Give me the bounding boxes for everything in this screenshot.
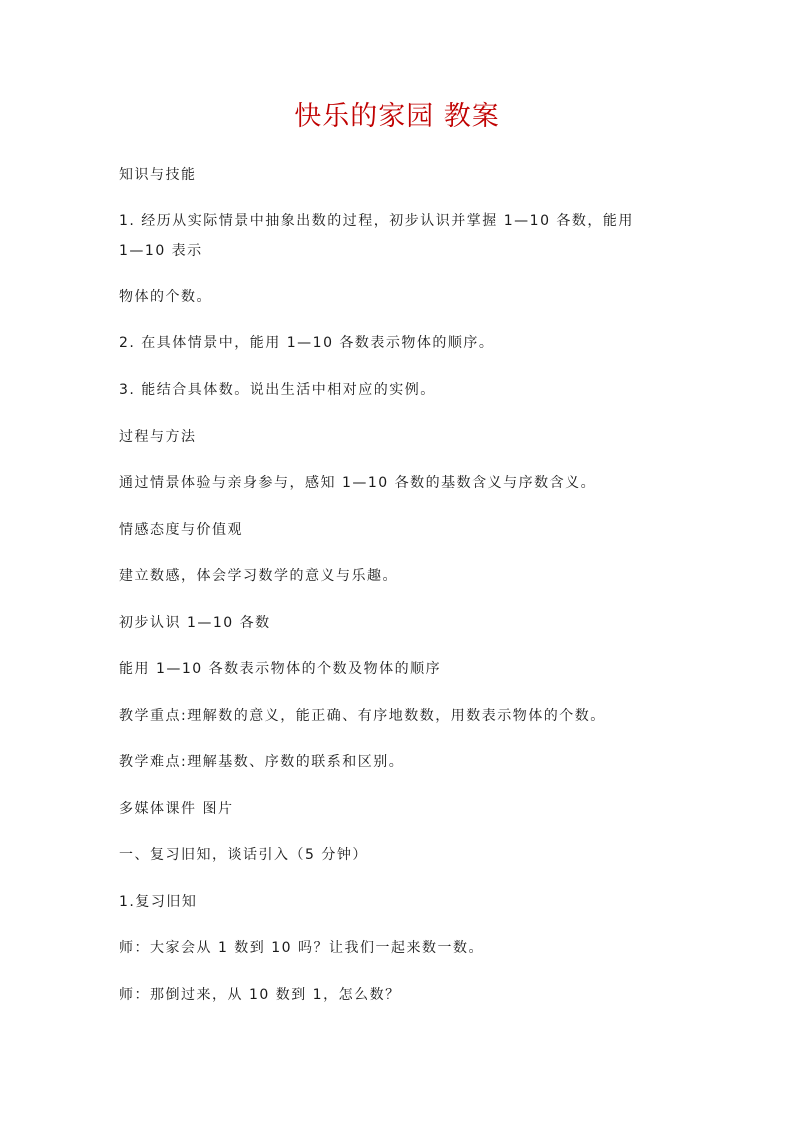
paragraph-line: 2. 在具体情景中，能用 1—10 各数表示物体的顺序。	[119, 335, 495, 351]
paragraph-line: 建立数感，体会学习数学的意义与乐趣。	[119, 568, 398, 584]
paragraph-line: 多媒体课件 图片	[119, 801, 234, 817]
paragraph-line: 师：那倒过来，从 10 数到 1，怎么数？	[119, 987, 401, 1003]
section-heading-process-method: 过程与方法	[119, 429, 197, 445]
paragraph-line: 师：大家会从 1 数到 10 吗？让我们一起来数一数。	[119, 940, 485, 956]
section-heading-emotion-values: 情感态度与价值观	[119, 522, 243, 538]
document-title: 快乐的家园 教案	[294, 101, 500, 132]
section-heading-review: 一、复习旧知，谈话引入（5 分钟）	[119, 847, 368, 863]
paragraph-line: 教学重点:理解数的意义，能正确、有序地数数，用数表示物体的个数。	[119, 708, 606, 724]
paragraph-line: 能用 1—10 各数表示物体的个数及物体的顺序	[119, 661, 442, 677]
paragraph-line: 初步认识 1—10 各数	[119, 615, 271, 631]
paragraph-line: 1—10 表示	[119, 243, 203, 259]
paragraph-line: 物体的个数。	[119, 289, 212, 305]
section-heading-knowledge-skills: 知识与技能	[119, 167, 197, 183]
paragraph-line: 通过情景体验与亲身参与，感知 1—10 各数的基数含义与序数含义。	[119, 475, 597, 491]
paragraph-line: 1. 经历从实际情景中抽象出数的过程，初步认识并掌握 1—10 各数，能用	[119, 213, 634, 229]
paragraph-line: 1.复习旧知	[119, 894, 198, 910]
paragraph-line: 教学难点:理解基数、序数的联系和区别。	[119, 754, 405, 770]
paragraph-line: 3. 能结合具体数。说出生活中相对应的实例。	[119, 382, 436, 398]
